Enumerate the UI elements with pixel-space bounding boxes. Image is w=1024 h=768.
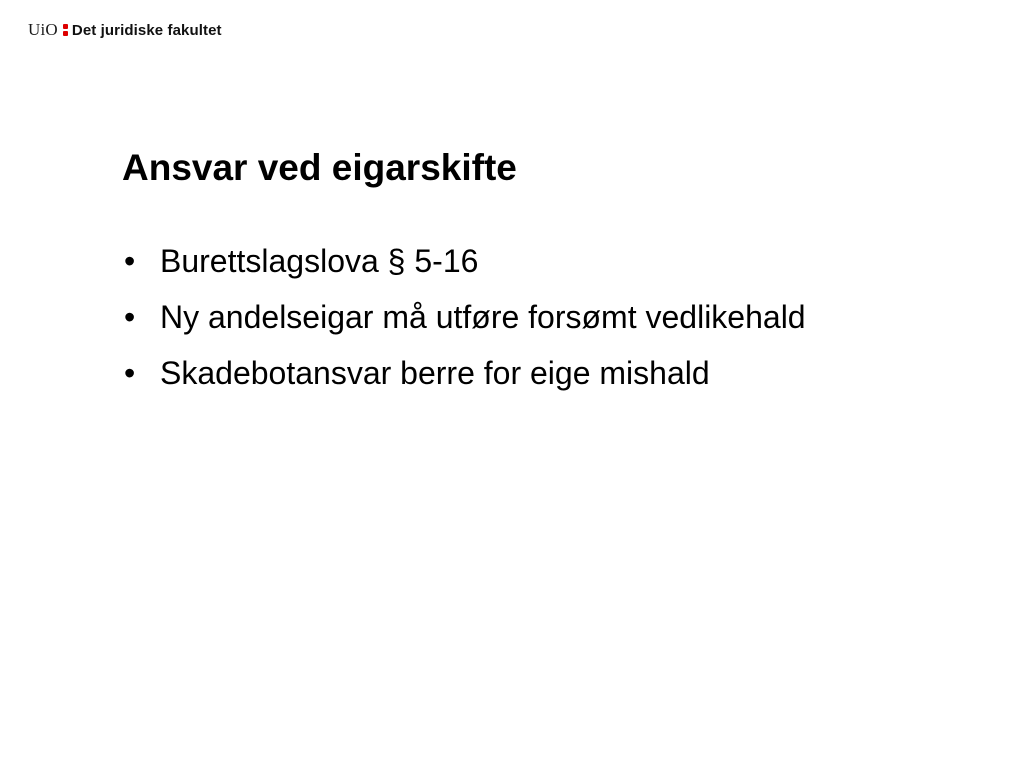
bullet-text: Burettslagslova § 5-16	[160, 243, 479, 279]
bullet-text: Skadebotansvar berre for eige mishald	[160, 355, 710, 391]
uio-logo-dots-icon	[63, 22, 68, 38]
bullet-icon: •	[124, 243, 136, 279]
bullet-list	[122, 239, 882, 407]
bullet-item	[122, 295, 882, 339]
faculty-name: Det juridiske fakultet	[71, 21, 222, 39]
bullet-item	[122, 351, 882, 395]
uio-logo: UiO	[28, 20, 58, 39]
bullet-item	[122, 239, 882, 283]
slide-title: Ansvar ved eigarskifte	[122, 147, 517, 188]
bullet-icon: •	[124, 299, 136, 335]
bullet-icon: •	[124, 355, 136, 391]
slide-header	[28, 18, 222, 42]
bullet-text: Ny andelseigar må utføre forsømt vedlikehald	[160, 299, 806, 335]
